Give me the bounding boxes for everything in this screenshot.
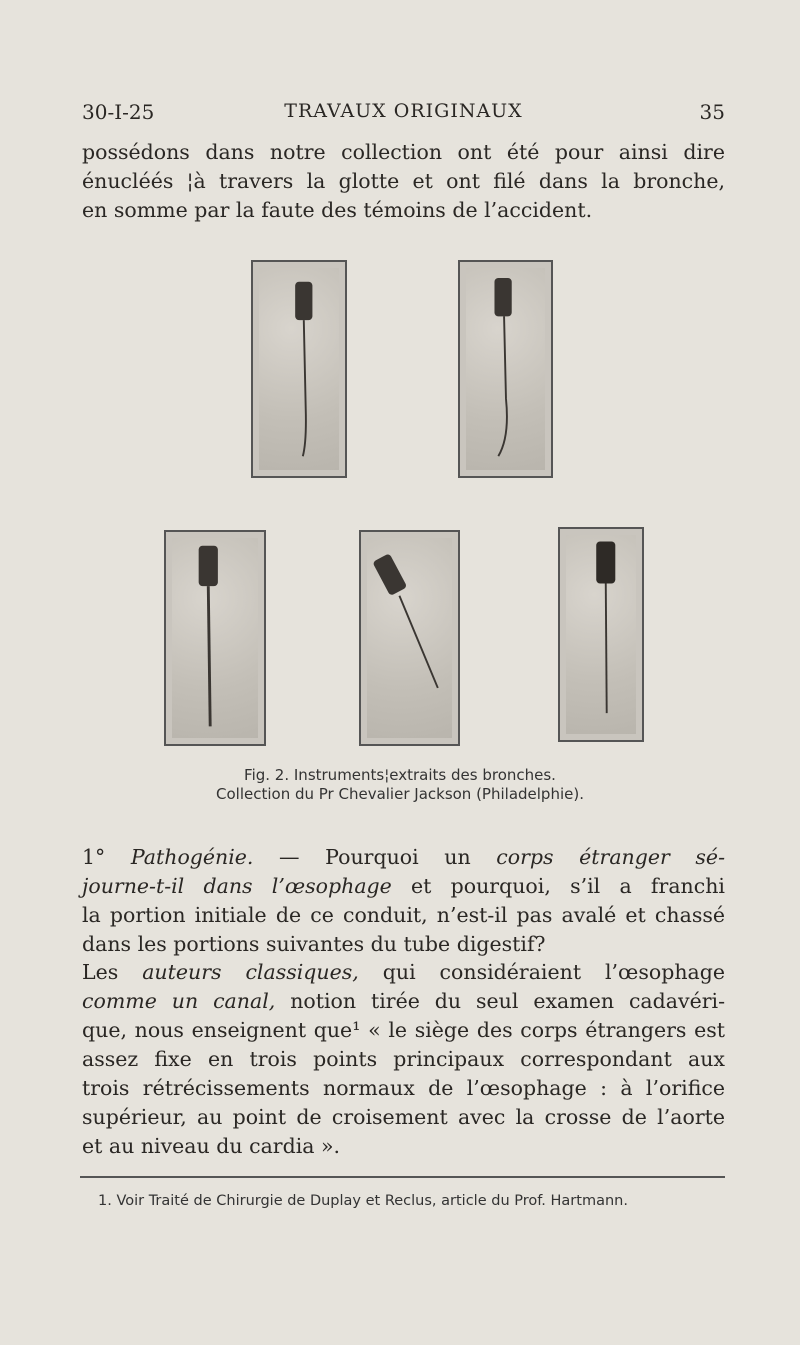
instrument-image — [560, 529, 642, 740]
instrument-image — [460, 262, 551, 476]
instrument-photo-2 — [458, 260, 553, 478]
section-number: 1° — [82, 845, 131, 869]
text-line: possédons dans notre collection ont été pour ainsi dire — [82, 140, 725, 164]
instrument-image — [361, 532, 458, 744]
instrument-image — [253, 262, 345, 476]
instrument-photo-4 — [359, 530, 460, 746]
section-paragraph — [82, 843, 725, 959]
page-number: 35 — [699, 100, 725, 124]
caption-line: Fig. 2. Instruments¦extraits des bronches. — [244, 766, 556, 784]
caption-line: Collection du Pr Chevalier Jackson (Philadelphie). — [216, 785, 584, 803]
footnote-divider — [80, 1176, 725, 1178]
header-title: TRAVAUX ORIGINAUX — [284, 100, 523, 122]
text-line: supérieur, au point de croisement avec la crosse de l’aorte — [82, 1105, 725, 1129]
text-line — [82, 843, 725, 872]
text-line: assez fixe en trois points principaux correspondant aux — [82, 1047, 725, 1071]
text-line: en somme par la faute des témoins de l’accident. — [82, 198, 593, 222]
intro-paragraph — [82, 138, 725, 225]
text-span: et pourquoi, s’il a franchi — [391, 874, 725, 898]
text-span: — Pourquoi un — [253, 845, 497, 869]
footnote: 1. Voir Traité de Chirurgie de Duplay et Reclus, article du Prof. Hartmann. — [98, 1193, 628, 1209]
text-span: Les — [82, 960, 143, 984]
text-line — [82, 987, 725, 1016]
instrument-image — [166, 532, 264, 744]
text-line: dans les portions suivantes du tube digestif? — [82, 932, 546, 956]
figure-caption — [0, 766, 800, 804]
instrument-photo-5 — [558, 527, 644, 742]
emphasis: comme un canal, — [82, 989, 276, 1013]
emphasis: corps étranger sé- — [496, 845, 725, 869]
header-date: 30-I-25 — [82, 100, 155, 124]
text-line: énucléés ¦à travers la glotte et ont filé dans la bronche, — [82, 169, 725, 193]
emphasis: auteurs classiques, — [142, 960, 359, 984]
instrument-photo-1 — [251, 260, 347, 478]
emphasis: journe-t-il dans l’œsophage — [82, 874, 392, 898]
text-span: qui considéraient l’œsophage — [358, 960, 725, 984]
text-span: notion tirée du seul examen cadavéri- — [275, 989, 725, 1013]
text-line: que, nous enseignent que¹ « le siège des corps étrangers est — [82, 1018, 725, 1042]
text-line: et au niveau du cardia ». — [82, 1134, 341, 1158]
text-line — [82, 872, 725, 901]
text-line: trois rétrécissements normaux de l’œsophage : à l’orifice — [82, 1076, 725, 1100]
paragraph — [82, 958, 725, 1161]
text-line — [82, 958, 725, 987]
text-line: la portion initiale de ce conduit, n’est-il pas avalé et chassé — [82, 903, 725, 927]
instrument-photo-3 — [164, 530, 266, 746]
running-header — [82, 100, 725, 130]
section-title: Pathogénie. — [130, 845, 254, 869]
